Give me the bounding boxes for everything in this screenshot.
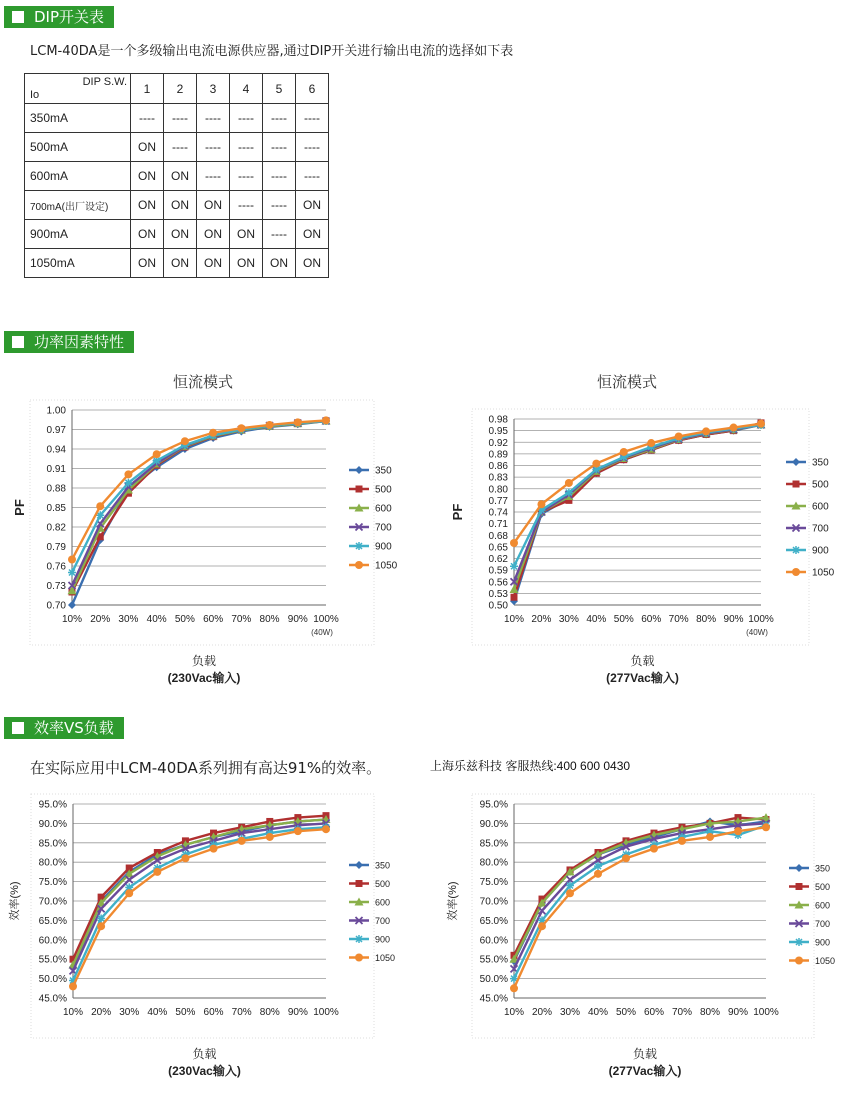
y-tick-label: 0.65 bbox=[488, 542, 508, 554]
table-cell: ---- bbox=[263, 220, 296, 249]
legend-label: 350 bbox=[375, 860, 391, 871]
x-tick-label: 70% bbox=[231, 614, 252, 625]
data-point-1050 bbox=[294, 418, 302, 426]
data-point-1050 bbox=[153, 450, 161, 458]
y-tick-label: 0.85 bbox=[46, 503, 66, 514]
data-point-500 bbox=[511, 594, 518, 601]
y-tick-label: 90.0% bbox=[479, 818, 508, 830]
y-tick-label: 75.0% bbox=[479, 877, 508, 889]
x-tick-label: 60% bbox=[203, 1007, 224, 1018]
y-tick-label: 75.0% bbox=[38, 877, 67, 889]
x-tick-label: 10% bbox=[62, 1007, 84, 1018]
legend-marker bbox=[795, 938, 803, 946]
table-row bbox=[25, 162, 329, 191]
y-tick-label: 0.95 bbox=[488, 426, 508, 438]
data-point-1050 bbox=[678, 837, 686, 845]
y-tick-label: 45.0% bbox=[38, 993, 67, 1005]
y-tick-label: 55.0% bbox=[479, 954, 508, 966]
data-point-1050 bbox=[322, 416, 330, 424]
legend-marker bbox=[355, 861, 363, 869]
data-point-1050 bbox=[702, 427, 710, 435]
data-point-1050 bbox=[237, 424, 245, 432]
bullet-square-icon bbox=[12, 722, 24, 734]
x-tick-label: 40% bbox=[587, 1007, 609, 1018]
table-cell: ---- bbox=[263, 104, 296, 133]
legend-label: 500 bbox=[815, 882, 831, 892]
legend-label: 900 bbox=[812, 545, 829, 557]
x-tick-label: 80% bbox=[696, 614, 717, 625]
legend-label: 900 bbox=[815, 937, 831, 948]
data-point-1050 bbox=[153, 868, 161, 876]
legend-label: 350 bbox=[815, 863, 831, 874]
x-axis-label: 负载 bbox=[191, 654, 217, 668]
legend-label: 600 bbox=[815, 900, 831, 911]
y-tick-label: 0.62 bbox=[488, 554, 508, 565]
table-cell: ON bbox=[230, 249, 263, 278]
y-tick-label: 0.59 bbox=[488, 565, 508, 577]
y-tick-label: 90.0% bbox=[38, 818, 67, 830]
y-tick-label: 60.0% bbox=[479, 935, 508, 947]
y-tick-label: 0.56 bbox=[488, 577, 508, 589]
y-tick-label: 1.00 bbox=[46, 405, 66, 417]
section-header-dip bbox=[4, 6, 114, 28]
row-label: 900mA bbox=[25, 220, 131, 249]
table-cell: ---- bbox=[230, 133, 263, 162]
switch-header: 2 bbox=[164, 74, 197, 104]
data-point-1050 bbox=[730, 424, 738, 432]
table-corner-cell bbox=[25, 74, 131, 104]
data-point-900 bbox=[594, 862, 602, 870]
x-tick-label: 60% bbox=[203, 614, 224, 625]
y-tick-label: 85.0% bbox=[479, 838, 508, 850]
table-cell: ---- bbox=[296, 104, 329, 133]
legend-label: 1050 bbox=[815, 956, 836, 966]
y-tick-label: 85.0% bbox=[38, 838, 67, 850]
data-point-1050 bbox=[592, 460, 600, 468]
switch-header: 6 bbox=[296, 74, 329, 104]
y-axis-label: 效率(%) bbox=[447, 881, 459, 921]
legend-label: 700 bbox=[375, 916, 391, 926]
x-axis-sublabel: (277Vac输入) bbox=[608, 1064, 682, 1078]
data-point-1050 bbox=[510, 539, 518, 547]
y-tick-label: 95.0% bbox=[38, 799, 67, 811]
series-line-600 bbox=[72, 421, 326, 591]
y-tick-label: 55.0% bbox=[38, 954, 67, 966]
table-cell: ON bbox=[164, 191, 197, 220]
legend-label: 1050 bbox=[375, 953, 396, 963]
y-tick-label: 0.86 bbox=[488, 461, 508, 472]
x-tick-label: 30% bbox=[558, 614, 579, 625]
y-tick-label: 0.91 bbox=[46, 464, 66, 475]
legend-marker bbox=[356, 880, 363, 887]
x-axis-label: 负载 bbox=[630, 654, 655, 668]
y-tick-label: 0.50 bbox=[488, 600, 508, 612]
legend-label: 500 bbox=[812, 479, 829, 491]
bullet-square-icon bbox=[12, 11, 24, 23]
switch-header: 1 bbox=[131, 74, 164, 104]
chart-frame bbox=[472, 409, 809, 645]
legend-label: 700 bbox=[375, 522, 392, 534]
x-tick-label: 10% bbox=[503, 614, 525, 625]
data-point-1050 bbox=[510, 984, 518, 992]
legend-label: 1050 bbox=[812, 567, 835, 579]
x-tick-label: 30% bbox=[119, 1007, 140, 1018]
table-cell: ---- bbox=[164, 133, 197, 162]
legend-label: 900 bbox=[375, 934, 391, 945]
data-point-1050 bbox=[97, 922, 105, 930]
legend-label: 600 bbox=[375, 897, 391, 908]
x-tick-label: 20% bbox=[531, 614, 552, 625]
y-tick-label: 0.80 bbox=[488, 484, 508, 496]
x-tick-label: 10% bbox=[503, 1007, 525, 1018]
x-tick-label: 60% bbox=[643, 1007, 665, 1018]
switch-header: 5 bbox=[263, 74, 296, 104]
data-point-1050 bbox=[209, 429, 217, 437]
legend-label: 1050 bbox=[375, 560, 398, 572]
corner-io-label: Io bbox=[30, 89, 40, 101]
x-axis-sublabel: (230Vac输入) bbox=[167, 671, 241, 685]
x-tick-label: 90% bbox=[727, 1007, 749, 1018]
x-tick-label: 40% bbox=[586, 614, 607, 625]
pf-chart-230vac bbox=[0, 390, 420, 700]
data-point-1050 bbox=[294, 827, 302, 835]
data-point-1050 bbox=[622, 854, 630, 862]
x-tick-label: 100% bbox=[313, 1007, 339, 1018]
data-point-900 bbox=[68, 569, 76, 577]
legend-label: 500 bbox=[375, 879, 391, 889]
y-tick-label: 0.79 bbox=[46, 542, 66, 553]
series-line-900 bbox=[73, 827, 326, 980]
table-cell: ON bbox=[263, 249, 296, 278]
table-row bbox=[25, 220, 329, 249]
data-point-900 bbox=[565, 489, 573, 497]
legend-marker bbox=[792, 568, 800, 576]
table-cell: ---- bbox=[197, 133, 230, 162]
chart-frame bbox=[472, 794, 814, 1038]
y-tick-label: 0.77 bbox=[488, 495, 508, 507]
x-tick-label: 100% bbox=[753, 1007, 779, 1018]
section-header-pf bbox=[4, 331, 134, 353]
series-line-1050 bbox=[514, 424, 761, 543]
table-cell: ON bbox=[164, 220, 197, 249]
row-label: 1050mA bbox=[25, 249, 131, 278]
table-cell: ---- bbox=[263, 191, 296, 220]
table-cell: ON bbox=[164, 162, 197, 191]
y-tick-label: 0.74 bbox=[488, 507, 508, 519]
legend-marker bbox=[355, 561, 363, 569]
table-cell: ON bbox=[131, 133, 164, 162]
x-axis-sublabel: (277Vac输入) bbox=[606, 671, 679, 685]
data-point-1050 bbox=[620, 448, 628, 456]
table-cell: ---- bbox=[230, 191, 263, 220]
y-tick-label: 0.92 bbox=[488, 437, 508, 449]
section-title: 效率VS负载 bbox=[34, 719, 114, 737]
x-tick-label: 50% bbox=[175, 1007, 196, 1018]
table-cell: ---- bbox=[263, 133, 296, 162]
efficiency-chart-230vac bbox=[0, 790, 420, 1100]
x-tick-label: 90% bbox=[723, 614, 744, 625]
x-tick-label: 70% bbox=[671, 1007, 693, 1018]
data-point-1050 bbox=[322, 825, 330, 833]
x-tick-label: 10% bbox=[61, 614, 83, 625]
legend-marker bbox=[793, 481, 800, 488]
data-point-1050 bbox=[266, 421, 274, 429]
y-tick-label: 65.0% bbox=[38, 915, 67, 927]
pf-chart-277vac bbox=[430, 390, 850, 700]
series-line-600 bbox=[73, 820, 326, 966]
y-tick-label: 0.89 bbox=[488, 449, 508, 461]
table-cell: ---- bbox=[197, 162, 230, 191]
series-line-700 bbox=[514, 823, 766, 969]
legend-marker bbox=[356, 486, 363, 493]
row-label: 500mA bbox=[25, 133, 131, 162]
table-cell: ---- bbox=[296, 162, 329, 191]
data-point-1050 bbox=[68, 556, 76, 564]
section-title: 功率因素特性 bbox=[34, 333, 125, 351]
data-point-900 bbox=[566, 881, 574, 889]
x-tick-label: 50% bbox=[174, 614, 195, 625]
efficiency-chart-277vac bbox=[430, 790, 850, 1100]
y-tick-label: 0.97 bbox=[46, 425, 66, 436]
legend-label: 500 bbox=[375, 484, 392, 496]
legend-marker bbox=[355, 954, 363, 962]
corner-dip-label: DIP S.W. bbox=[82, 76, 127, 88]
table-cell: ON bbox=[131, 191, 164, 220]
legend-marker bbox=[355, 935, 363, 943]
switch-header: 3 bbox=[197, 74, 230, 104]
row-label: 600mA bbox=[25, 162, 131, 191]
data-point-1050 bbox=[210, 845, 218, 853]
series-line-700 bbox=[73, 823, 326, 970]
table-cell: ---- bbox=[164, 104, 197, 133]
legend-label: 700 bbox=[815, 919, 831, 929]
y-tick-label: 0.94 bbox=[46, 444, 66, 456]
table-cell: ON bbox=[131, 249, 164, 278]
legend-label: 350 bbox=[375, 465, 392, 477]
table-cell: ---- bbox=[197, 104, 230, 133]
x-tick-label: 80% bbox=[259, 614, 280, 625]
chart-title-pf-277: 恒流模式 bbox=[596, 373, 657, 391]
table-cell: ---- bbox=[296, 133, 329, 162]
y-tick-label: 80.0% bbox=[38, 857, 67, 869]
data-point-1050 bbox=[675, 432, 683, 440]
table-cell: ON bbox=[131, 220, 164, 249]
y-tick-label: 0.83 bbox=[488, 472, 508, 484]
data-point-1050 bbox=[594, 870, 602, 878]
data-point-1050 bbox=[734, 827, 742, 835]
table-header-row bbox=[25, 74, 329, 104]
x-tick-label: 50% bbox=[613, 614, 634, 625]
legend-marker bbox=[792, 458, 800, 466]
data-point-1050 bbox=[565, 479, 573, 487]
data-point-900 bbox=[510, 562, 518, 570]
x-tick-label: 100% bbox=[748, 614, 774, 625]
data-point-1050 bbox=[69, 982, 77, 990]
y-tick-label: 0.98 bbox=[488, 414, 508, 426]
data-point-1050 bbox=[762, 823, 770, 831]
data-point-1050 bbox=[124, 470, 132, 478]
y-tick-label: 0.71 bbox=[488, 519, 508, 531]
x-axis-note: (40W) bbox=[746, 628, 768, 637]
table-row bbox=[25, 104, 329, 133]
y-tick-label: 0.76 bbox=[46, 561, 66, 573]
x-tick-label: 100% bbox=[313, 614, 339, 625]
y-axis-label: PF bbox=[12, 499, 27, 516]
x-tick-label: 20% bbox=[91, 1007, 112, 1018]
y-tick-label: 60.0% bbox=[38, 935, 67, 947]
series-line-900 bbox=[514, 825, 766, 978]
legend-marker bbox=[355, 542, 363, 550]
legend-label: 350 bbox=[812, 457, 829, 469]
x-tick-label: 70% bbox=[668, 614, 689, 625]
series-line-500 bbox=[73, 816, 326, 960]
table-row bbox=[25, 191, 329, 220]
y-tick-label: 70.0% bbox=[479, 896, 508, 908]
x-tick-label: 30% bbox=[118, 614, 139, 625]
legend-label: 600 bbox=[812, 501, 829, 513]
x-tick-label: 80% bbox=[699, 1007, 721, 1018]
table-cell: ---- bbox=[230, 162, 263, 191]
x-tick-label: 80% bbox=[259, 1007, 280, 1018]
y-axis-label: PF bbox=[450, 503, 465, 521]
x-axis-note: (40W) bbox=[311, 628, 333, 637]
y-tick-label: 65.0% bbox=[479, 915, 508, 927]
table-cell: ---- bbox=[230, 104, 263, 133]
table-cell: ON bbox=[131, 162, 164, 191]
x-tick-label: 70% bbox=[231, 1007, 252, 1018]
row-label: 700mA(出厂设定) bbox=[25, 191, 131, 220]
y-tick-label: 45.0% bbox=[479, 993, 508, 1005]
x-tick-label: 40% bbox=[146, 614, 167, 625]
x-tick-label: 50% bbox=[615, 1007, 637, 1018]
x-axis-label: 负载 bbox=[192, 1047, 217, 1061]
intro-text: LCM-40DA是一个多级输出电流电源供应器,通过DIP开关进行输出电流的选择如下表 bbox=[30, 44, 514, 59]
data-point-1050 bbox=[757, 420, 765, 428]
x-tick-label: 20% bbox=[531, 1007, 553, 1018]
data-point-1050 bbox=[537, 500, 545, 508]
legend-marker bbox=[795, 864, 803, 872]
table-cell: ON bbox=[296, 220, 329, 249]
table-row bbox=[25, 249, 329, 278]
table-row bbox=[25, 133, 329, 162]
y-tick-label: 0.68 bbox=[488, 530, 508, 542]
table-cell: ON bbox=[230, 220, 263, 249]
table-cell: ON bbox=[197, 249, 230, 278]
table-cell: ---- bbox=[263, 162, 296, 191]
data-point-1050 bbox=[266, 833, 274, 841]
dip-switch-table bbox=[24, 73, 329, 278]
y-tick-label: 0.88 bbox=[46, 483, 66, 495]
data-point-1050 bbox=[566, 889, 574, 897]
data-point-1050 bbox=[96, 502, 104, 510]
legend-label: 600 bbox=[375, 503, 392, 515]
data-point-1050 bbox=[650, 845, 658, 853]
x-tick-label: 90% bbox=[287, 614, 308, 625]
series-line-500 bbox=[514, 423, 761, 597]
x-axis-sublabel: (230Vac输入) bbox=[168, 1064, 241, 1078]
legend-marker bbox=[796, 883, 803, 890]
section-title: DIP开关表 bbox=[34, 8, 105, 26]
legend-label: 700 bbox=[812, 523, 829, 535]
y-tick-label: 0.53 bbox=[488, 588, 508, 600]
table-cell: ON bbox=[197, 191, 230, 220]
row-label: 350mA bbox=[25, 104, 131, 133]
x-tick-label: 20% bbox=[90, 614, 111, 625]
y-axis-label: 效率(%) bbox=[9, 881, 21, 921]
y-tick-label: 0.82 bbox=[46, 522, 66, 534]
legend-label: 900 bbox=[375, 541, 392, 553]
legend-marker bbox=[355, 466, 363, 474]
y-tick-label: 70.0% bbox=[38, 896, 67, 908]
data-point-1050 bbox=[538, 922, 546, 930]
table-cell: ON bbox=[164, 249, 197, 278]
data-point-1050 bbox=[181, 437, 189, 445]
table-cell: ON bbox=[197, 220, 230, 249]
y-tick-label: 50.0% bbox=[479, 974, 508, 986]
data-point-1050 bbox=[125, 889, 133, 897]
x-tick-label: 90% bbox=[287, 1007, 308, 1018]
hotline-text: 上海乐兹科技 客服热线:400 600 0430 bbox=[430, 759, 631, 773]
switch-header: 4 bbox=[230, 74, 263, 104]
x-tick-label: 40% bbox=[147, 1007, 168, 1018]
table-cell: ON bbox=[296, 191, 329, 220]
section-header-eff bbox=[4, 717, 124, 739]
y-tick-label: 0.73 bbox=[46, 581, 66, 592]
table-cell: ---- bbox=[131, 104, 164, 133]
data-point-1050 bbox=[238, 837, 246, 845]
data-point-1050 bbox=[647, 439, 655, 447]
bullet-square-icon bbox=[12, 336, 24, 348]
legend-marker bbox=[792, 546, 800, 554]
legend-marker bbox=[795, 957, 803, 965]
y-tick-label: 50.0% bbox=[38, 974, 67, 986]
x-tick-label: 30% bbox=[559, 1007, 581, 1018]
y-tick-label: 95.0% bbox=[479, 799, 508, 811]
data-point-900 bbox=[124, 479, 132, 487]
data-point-1050 bbox=[181, 854, 189, 862]
y-tick-label: 0.70 bbox=[46, 600, 66, 612]
x-axis-label: 负载 bbox=[632, 1047, 658, 1061]
chart-title-pf-230: 恒流模式 bbox=[172, 373, 233, 391]
data-point-1050 bbox=[706, 833, 714, 841]
y-tick-label: 80.0% bbox=[479, 857, 508, 869]
table-cell: ON bbox=[296, 249, 329, 278]
x-tick-label: 60% bbox=[641, 614, 662, 625]
data-point-350 bbox=[68, 601, 76, 609]
efficiency-slogan: 在实际应用中LCM-40DA系列拥有高达91%的效率。 bbox=[30, 759, 382, 777]
